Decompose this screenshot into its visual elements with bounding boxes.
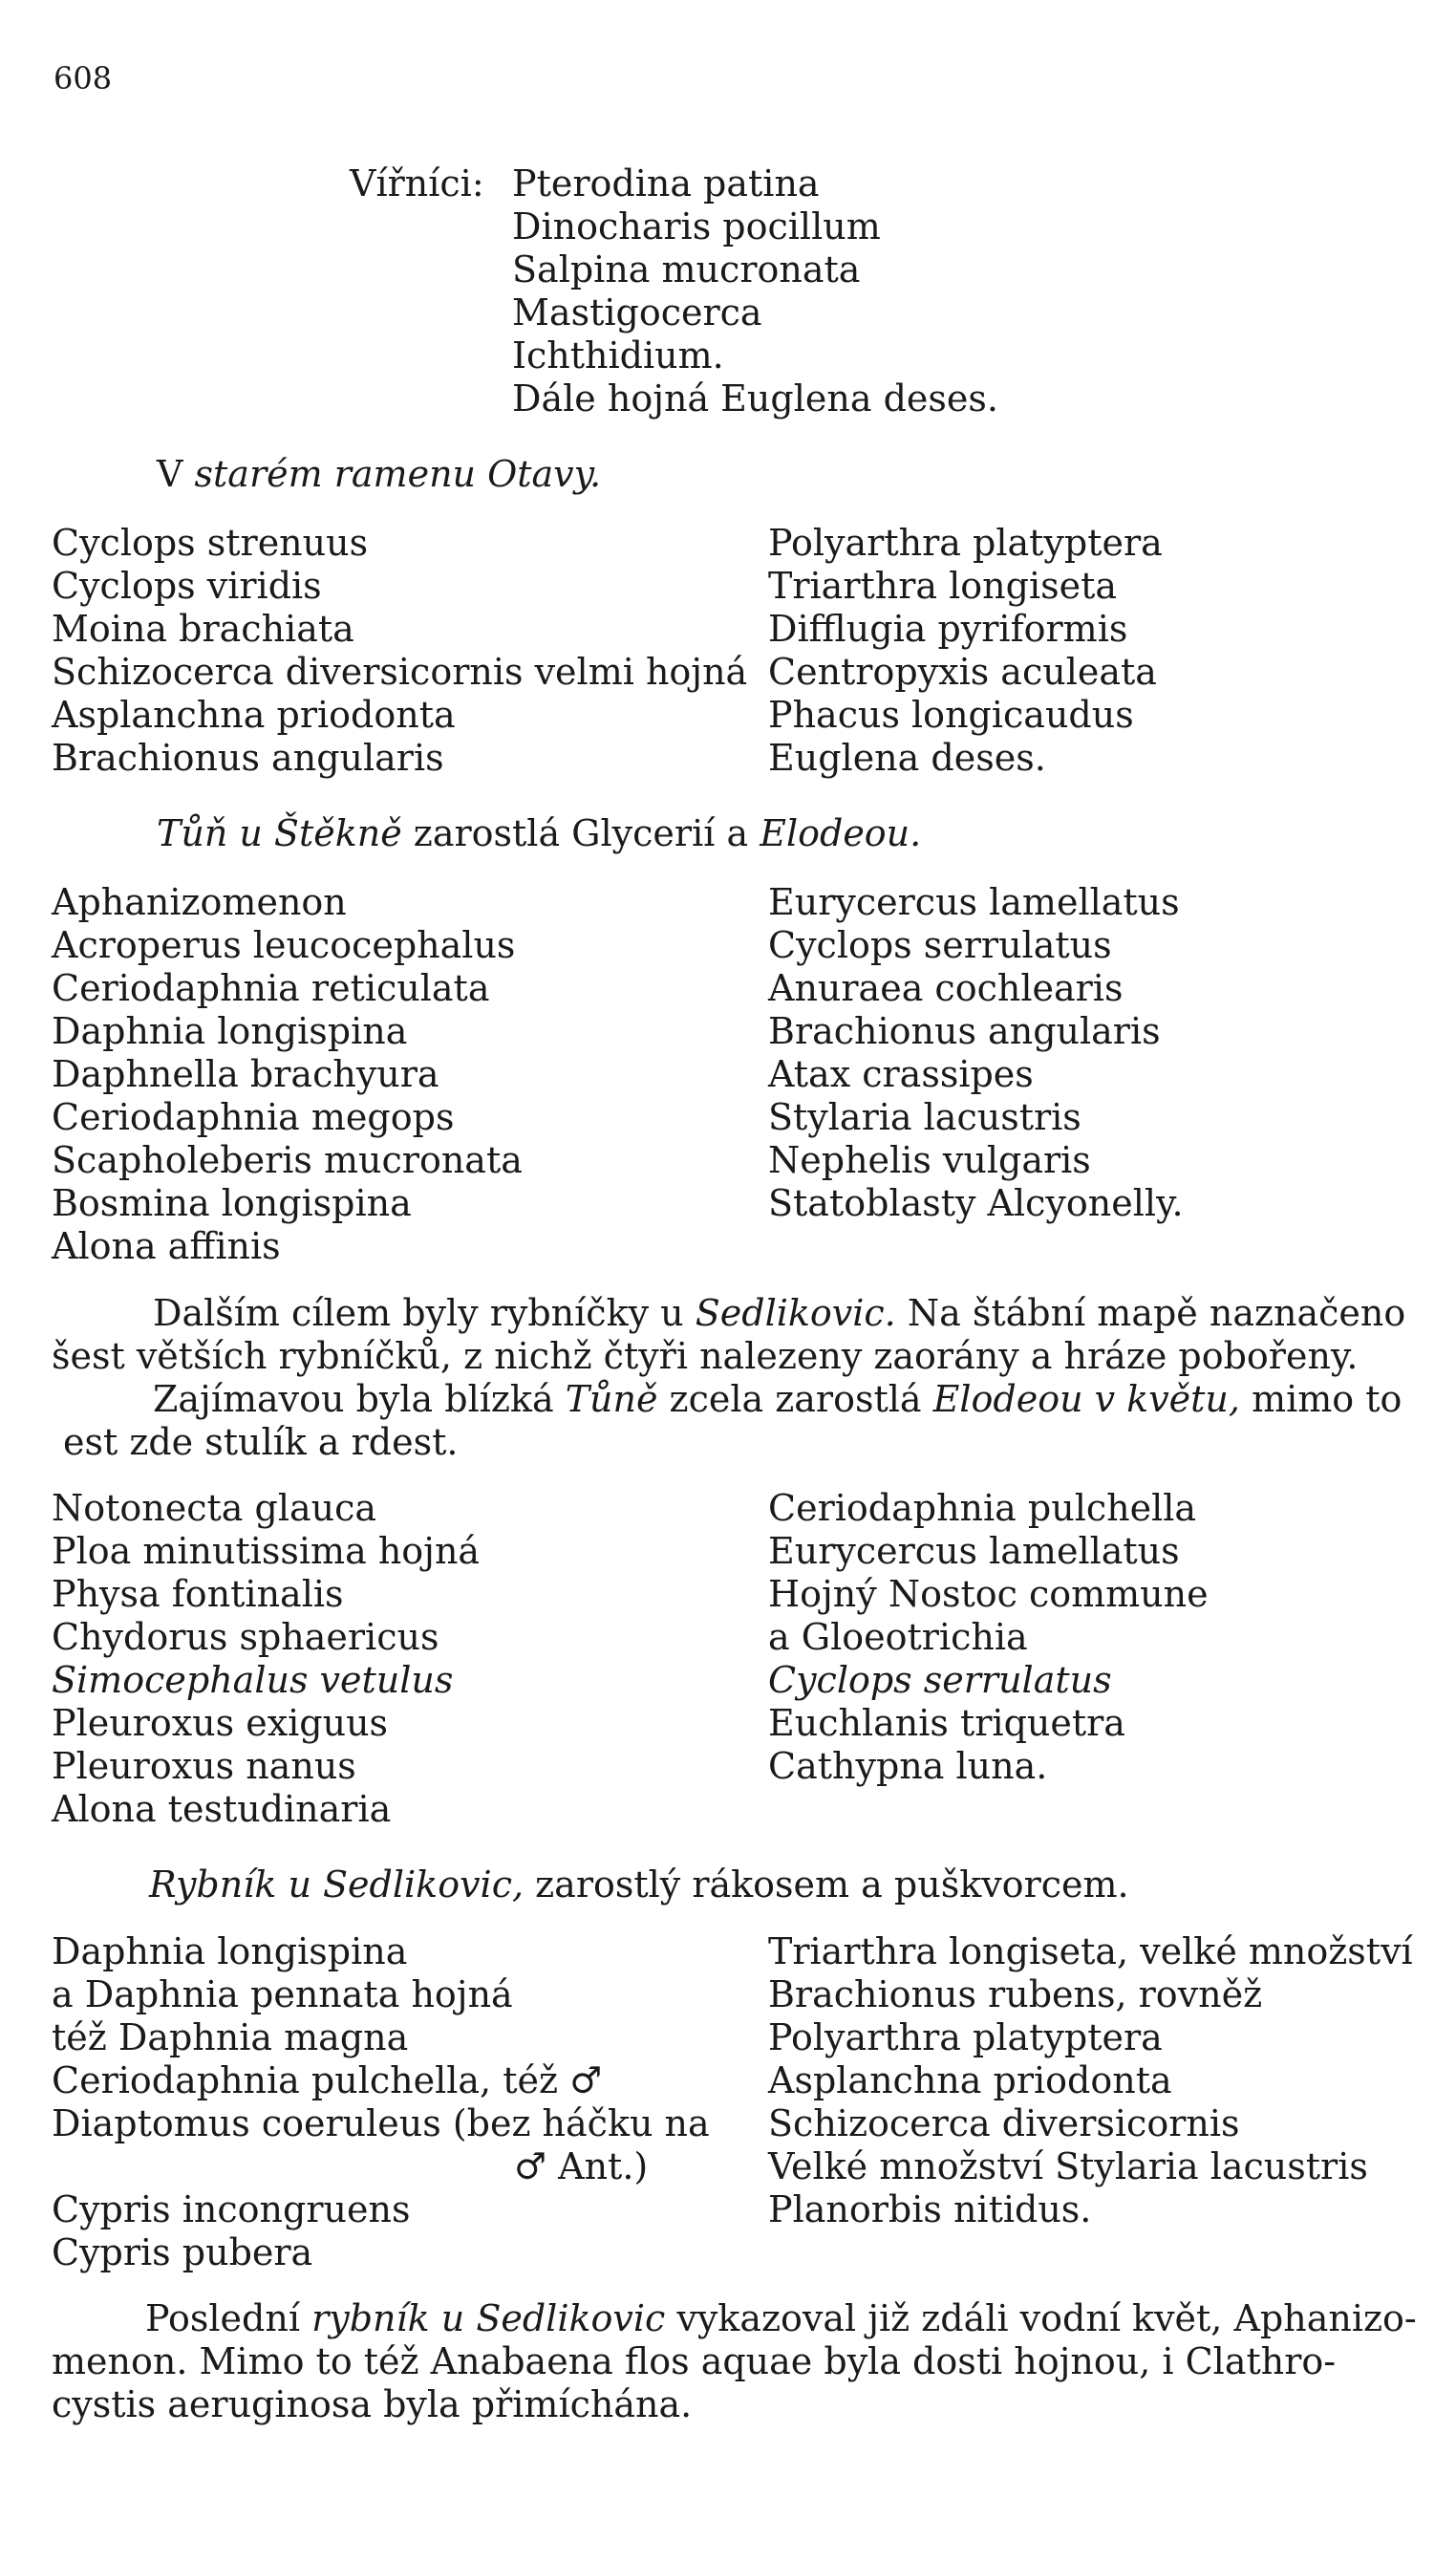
list-item: Daphnia longispina xyxy=(52,1010,408,1052)
list-item: Salpina mucronata xyxy=(512,248,861,291)
list-item: Anuraea cochlearis xyxy=(768,967,1124,1009)
section2-right-column xyxy=(768,881,1184,1225)
list-item: Ichthidium. xyxy=(512,334,724,377)
list-item: Planorbis nitidus. xyxy=(768,2188,1092,2230)
paragraph-line: menon. Mimo to též Anabaena flos aquae byla dosti hojnou, i Clathro- xyxy=(52,2340,1337,2382)
list-item: Ploa minutissima hojná xyxy=(52,1530,481,1572)
list-item: ♂ Ant.) xyxy=(514,2145,649,2187)
list-item: Velké množství Stylaria lacustris xyxy=(768,2145,1368,2187)
list-item: Triarthra longiseta, velké množství xyxy=(768,1930,1413,1972)
list-item: Daphnia longispina xyxy=(52,1930,408,1972)
list-item: Aphanizomenon xyxy=(52,881,347,923)
list-item: Euchlanis triquetra xyxy=(768,1702,1125,1744)
list-item: Asplanchna priodonta xyxy=(768,2059,1172,2101)
list-item: Brachionus angularis xyxy=(768,1010,1161,1052)
list-item: Schizocerca diversicornis velmi hojná xyxy=(52,651,748,693)
list-item: Euglena deses. xyxy=(768,737,1046,779)
list-item: Dále hojná Euglena deses. xyxy=(512,377,998,420)
list-item: Eurycercus lamellatus xyxy=(768,881,1180,923)
section4-right-column xyxy=(768,1930,1413,2231)
list-item: Hojný Nostoc commune xyxy=(768,1573,1209,1615)
list-item: Daphnella brachyura xyxy=(52,1053,439,1095)
list-item: Nephelis vulgaris xyxy=(768,1139,1091,1181)
list-item: též Daphnia magna xyxy=(52,2016,409,2058)
list-item: Stylaria lacustris xyxy=(768,1096,1081,1138)
list-item: Cyclops viridis xyxy=(52,565,322,607)
paragraph-sedlikovic-ponds xyxy=(52,1292,1418,1464)
paragraph-line: šest větších rybníčků, z nichž čtyři nalezeny zaorány a hráze pobořeny. xyxy=(52,1335,1359,1377)
paragraph-last-pond xyxy=(52,2297,1418,2426)
list-item: Cyclops serrulatus xyxy=(768,1659,1112,1701)
list-item: Cyclops strenuus xyxy=(52,522,369,564)
page-number: 608 xyxy=(54,60,113,97)
list-item: Physa fontinalis xyxy=(52,1573,344,1615)
list-item: Cypris pubera xyxy=(52,2231,313,2273)
paragraph-line: est zde stulík a rdest. xyxy=(63,1421,459,1463)
list-item: Bosmina longispina xyxy=(52,1182,412,1224)
list-item: Acroperus leucocephalus xyxy=(52,924,516,966)
list-item: Alona testudinaria xyxy=(52,1788,392,1830)
list-item: Triarthra longiseta xyxy=(768,565,1118,607)
list-item: Cypris incongruens xyxy=(52,2188,411,2230)
list-item: Centropyxis aculeata xyxy=(768,651,1157,693)
list-item: Scapholeberis mucronata xyxy=(52,1139,523,1181)
list-item: a Gloeotrichia xyxy=(768,1616,1028,1658)
list-item: Cyclops serrulatus xyxy=(768,924,1112,966)
list-item: Pleuroxus exiguus xyxy=(52,1702,389,1744)
list-item: Brachionus angularis xyxy=(52,737,444,779)
list-item: Statoblasty Alcyonelly. xyxy=(768,1182,1184,1224)
list-item: Dinocharis pocillum xyxy=(512,205,881,248)
list-item: Moina brachiata xyxy=(52,608,354,650)
list-item: Ceriodaphnia megops xyxy=(52,1096,455,1138)
list-item: Notonecta glauca xyxy=(52,1487,377,1529)
list-item: Schizocerca diversicornis xyxy=(768,2102,1240,2144)
list-item: Asplanchna priodonta xyxy=(52,694,456,736)
list-item: Brachionus rubens, rovněž xyxy=(768,1973,1263,2015)
list-item: Pleuroxus nanus xyxy=(52,1745,356,1787)
list-item: Phacus longicaudus xyxy=(768,694,1134,736)
list-item: Alona affinis xyxy=(52,1225,281,1267)
list-item: Pterodina patina xyxy=(512,162,820,205)
rotifers-list xyxy=(512,162,998,420)
list-item: Difflugia pyriformis xyxy=(768,608,1128,650)
list-item: a Daphnia pennata hojná xyxy=(52,1973,513,2015)
list-item: Polyarthra platyptera xyxy=(768,522,1163,564)
section1-left-column xyxy=(52,522,747,780)
section-heading-otava: V starém ramenu Otavy. xyxy=(157,453,602,495)
list-item: Atax crassipes xyxy=(768,1053,1034,1095)
list-item: Cathypna luna. xyxy=(768,1745,1048,1787)
list-item: Polyarthra platyptera xyxy=(768,2016,1163,2058)
rotifers-label: Vířníci: xyxy=(350,162,484,205)
list-item: Ceriodaphnia pulchella, též ♂ xyxy=(52,2059,603,2101)
section3-left-column xyxy=(52,1487,480,1831)
section2-left-column xyxy=(52,881,523,1268)
list-item: Ceriodaphnia pulchella xyxy=(768,1487,1197,1529)
list-item: Diaptomus coeruleus (bez háčku na xyxy=(52,2102,710,2144)
section3-right-column xyxy=(768,1487,1209,1788)
paragraph-line: Zajímavou byla blízká Tůně zcela zarostlá Elodeou v květu, mimo to xyxy=(153,1378,1402,1420)
section-heading-stekne: Tůň u Štěkně zarostlá Glycerií a Elodeou. xyxy=(157,812,922,854)
list-item: Mastigocerca xyxy=(512,291,762,334)
list-item: Ceriodaphnia reticulata xyxy=(52,967,490,1009)
paragraph-line: Poslední rybník u Sedlikovic vykazoval již zdáli vodní květ, Aphanizo- xyxy=(145,2297,1417,2339)
list-item: Eurycercus lamellatus xyxy=(768,1530,1180,1572)
list-item: Simocephalus vetulus xyxy=(52,1659,454,1701)
list-item: Chydorus sphaericus xyxy=(52,1616,439,1658)
section4-left-column xyxy=(52,1930,710,2274)
section-heading-rybnik: Rybník u Sedlikovic, zarostlý rákosem a puškvorcem. xyxy=(149,1863,1129,1906)
paragraph-line: Dalším cílem byly rybníčky u Sedlikovic. Na štábní mapě naznačeno xyxy=(153,1292,1406,1334)
section1-right-column xyxy=(768,522,1163,780)
paragraph-line: cystis aeruginosa byla přimíchána. xyxy=(52,2383,693,2425)
